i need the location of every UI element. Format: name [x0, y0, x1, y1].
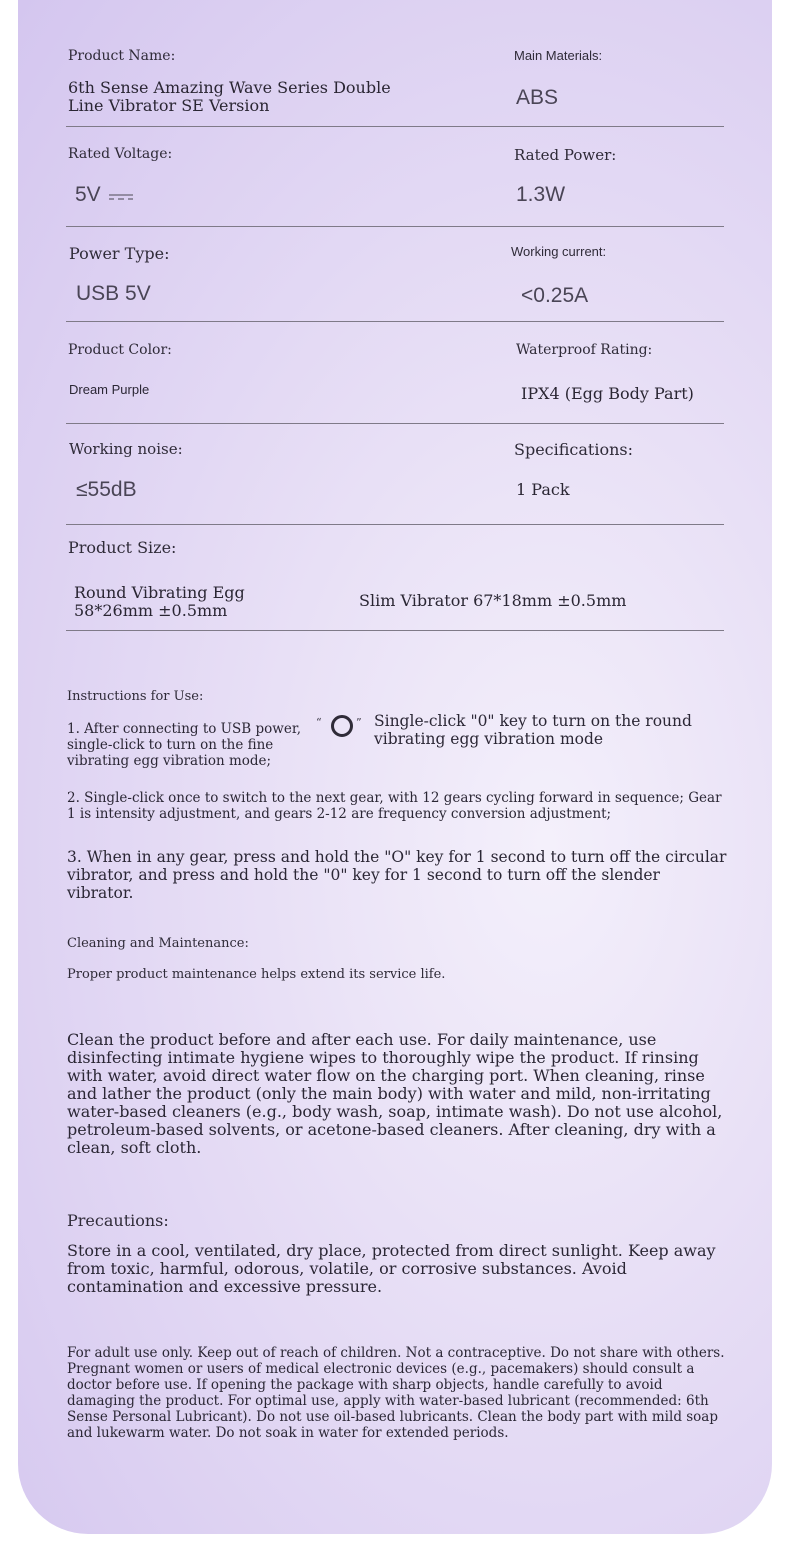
- open-quote: “: [316, 716, 322, 729]
- o-key-icon: [330, 714, 354, 738]
- size-egg-value: Round Vibrating Egg 58*26mm ±0.5mm: [74, 583, 245, 620]
- dc-symbol-icon: [108, 192, 134, 202]
- spec-row-name: [66, 40, 724, 127]
- rated-voltage-label: Rated Voltage:: [68, 146, 173, 162]
- cleaning-title: Cleaning and Maintenance:: [67, 936, 249, 951]
- working-current-value: <0.25A: [521, 284, 589, 307]
- product-name-value: 6th Sense Amazing Wave Series Double Line Vibrator SE Version: [68, 78, 391, 115]
- noise-value: ≤55dB: [76, 478, 137, 501]
- spec-row-size: [66, 524, 724, 631]
- spec-row-voltage: [66, 126, 724, 227]
- rated-voltage-value: 5V: [75, 183, 101, 206]
- spec-card: [18, 0, 772, 1534]
- size-slim-value: Slim Vibrator 67*18mm ±0.5mm: [359, 591, 627, 610]
- power-type-value: USB 5V: [76, 282, 151, 305]
- main-materials-label: Main Materials:: [514, 48, 603, 63]
- precautions-storage: Store in a cool, ventilated, dry place, protected from direct sunlight. Keep away from toxic, harmful, odorous, volatile, or corrosive substances. Avoid contamination and excessive pressure.: [67, 1241, 716, 1296]
- close-quote: ”: [356, 716, 362, 729]
- specifications-label: Specifications:: [514, 440, 634, 459]
- main-materials-value: ABS: [516, 86, 559, 109]
- instructions-step1: 1. After connecting to USB power, single-click to turn on the fine vibrating egg vibration mode;: [67, 721, 302, 769]
- product-name-label: Product Name:: [68, 48, 176, 64]
- instructions-key-note: Single-click "0" key to turn on the round vibrating egg vibration mode: [374, 712, 692, 748]
- rated-power-label: Rated Power:: [514, 146, 617, 164]
- product-color-label: Product Color:: [68, 342, 172, 358]
- precautions-title: Precautions:: [67, 1211, 169, 1230]
- noise-label: Working noise:: [69, 440, 183, 458]
- spec-row-noise: [66, 423, 724, 525]
- cleaning-intro: Proper product maintenance helps extend its service life.: [67, 967, 446, 982]
- precautions-warning: For adult use only. Keep out of reach of children. Not a contraceptive. Do not share with others. Pregnant women or users of medical electronic devices (e.g., pacemakers) should consult a doctor before use. If opening the package with sharp objects, handle carefully to avoid damaging the product. For optimal use, apply with water-based lubricant (recommended: 6th Sense Personal Lubricant). Do not use oil-based lubricants. Clean the body part with mild soap and lukewarm water. Do not soak in water for extended periods.: [67, 1345, 725, 1441]
- instructions-title: Instructions for Use:: [67, 689, 204, 704]
- spec-row-power: [66, 226, 724, 322]
- specifications-value: 1 Pack: [516, 480, 570, 499]
- waterproof-label: Waterproof Rating:: [516, 342, 653, 358]
- instructions-step2: 2. Single-click once to switch to the next gear, with 12 gears cycling forward in sequence; Gear 1 is intensity adjustment, and gears 2-12 are frequency conversion adjustment;: [67, 790, 722, 822]
- rated-voltage-cell: [75, 183, 134, 207]
- rated-power-value: 1.3W: [516, 183, 566, 206]
- product-color-value: Dream Purple: [69, 382, 150, 397]
- size-label: Product Size:: [68, 538, 177, 557]
- spec-row-color: [66, 321, 724, 424]
- working-current-label: Working current:: [511, 244, 607, 259]
- cleaning-body: Clean the product before and after each use. For daily maintenance, use disinfecting intimate hygiene wipes to thoroughly wipe the product. If rinsing with water, avoid direct water flow on the charging port. When cleaning, rinse and lather the product (only the main body) with water and mild, non-irritating water-based cleaners (e.g., body wash, soap, intimate wash). Do not use alcohol, petroleum-based solvents, or acetone-based cleaners. After cleaning, dry with a clean, soft cloth.: [67, 1030, 723, 1157]
- waterproof-value: IPX4 (Egg Body Part): [521, 384, 694, 403]
- power-type-label: Power Type:: [69, 244, 170, 263]
- instructions-step3: 3. When in any gear, press and hold the "O" key for 1 second to turn off the circular vibrator, and press and hold the "0" key for 1 second to turn off the slender vibrator.: [67, 848, 727, 902]
